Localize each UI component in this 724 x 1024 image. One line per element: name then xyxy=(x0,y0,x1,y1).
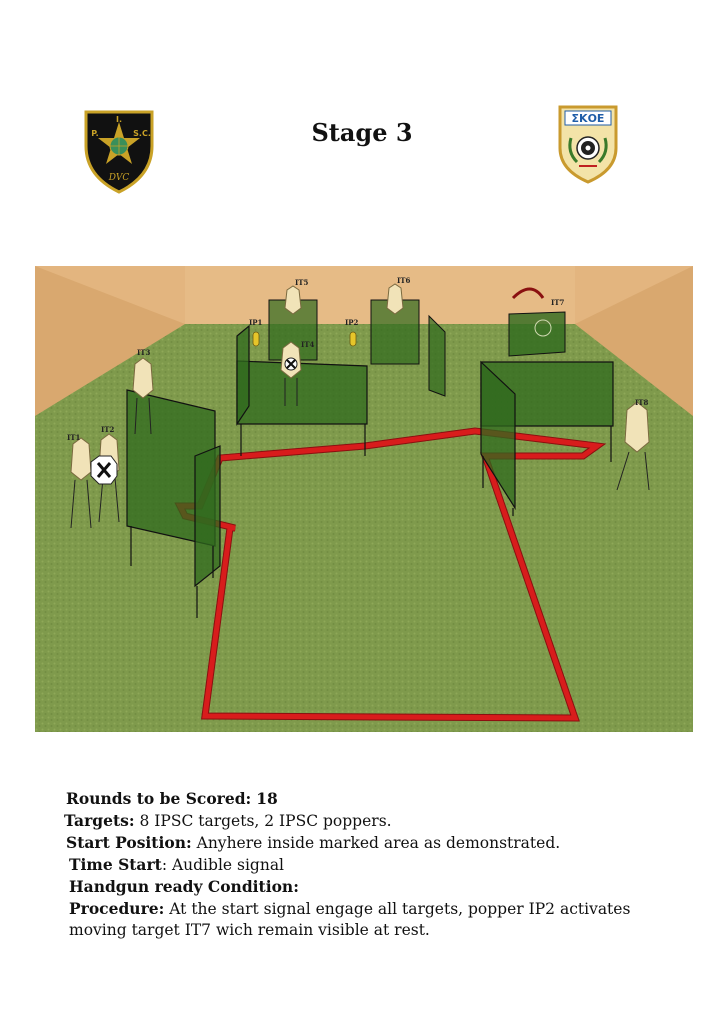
stage-briefing xyxy=(66,788,686,941)
label-it8: IT8 xyxy=(635,398,649,407)
procedure-row xyxy=(69,898,649,941)
rounds-value: 18 xyxy=(256,789,278,808)
time-value: : Audible signal xyxy=(161,856,285,874)
label-ip2: IP2 xyxy=(345,318,359,327)
handgun-label: Handgun ready Condition: xyxy=(69,877,299,896)
target-it6 xyxy=(387,284,403,314)
time-label: Time Start xyxy=(69,855,162,874)
skoe-shield-icon xyxy=(557,104,619,184)
logo-left-mid-left-text: P. xyxy=(91,129,99,138)
popper-ip2 xyxy=(350,332,356,346)
label-it3: IT3 xyxy=(137,348,151,357)
barrier-left-front xyxy=(195,446,220,586)
start-row xyxy=(66,832,686,854)
handgun-row xyxy=(69,876,686,898)
rounds-row xyxy=(66,788,686,810)
time-row xyxy=(69,854,686,876)
stage-diagram xyxy=(35,266,693,732)
label-it7: IT7 xyxy=(551,298,565,307)
targets-value: 8 IPSC targets, 2 IPSC poppers. xyxy=(134,812,392,830)
logo-left-bottom-text: DVC xyxy=(108,173,130,183)
start-label: Start Position: xyxy=(66,833,192,852)
logo-right-text: ΣΚΟΕ xyxy=(571,112,605,125)
label-it2: IT2 xyxy=(101,425,115,434)
procedure-label: Procedure: xyxy=(69,899,165,918)
no-shoot-icon xyxy=(91,456,117,484)
logo-left-mid-right-text: S.C. xyxy=(133,129,151,138)
target-it5 xyxy=(285,286,301,314)
logo-left-top-text: I. xyxy=(115,115,123,124)
targets-label: Targets: xyxy=(64,811,135,830)
targets-row xyxy=(64,810,686,832)
ipsc-shield-icon xyxy=(82,106,156,194)
no-shoot-it4-icon xyxy=(285,358,297,370)
label-it6: IT6 xyxy=(397,276,411,285)
popper-ip1 xyxy=(253,332,259,346)
label-ip1: IP1 xyxy=(249,318,263,327)
label-it5: IT5 xyxy=(295,278,309,287)
start-value: Anyhere inside marked area as demonstrated. xyxy=(191,834,561,852)
rounds-label: Rounds to be Scored: xyxy=(66,789,252,808)
label-it4: IT4 xyxy=(301,340,315,349)
procedure-value: At the start signal engage all targets, popper IP2 activates moving target IT7 wich remain visible at rest. xyxy=(69,900,631,939)
label-it1: IT1 xyxy=(67,433,81,442)
page-title: Stage 3 xyxy=(311,118,413,147)
